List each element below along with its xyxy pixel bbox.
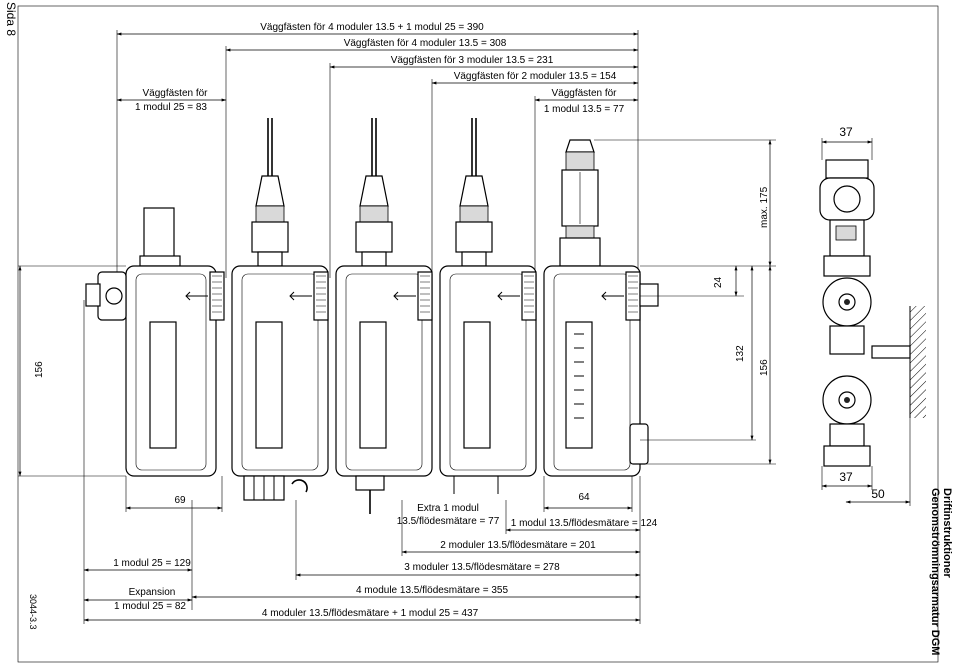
dim-201: 2 moduler 13.5/flödesmätare = 201 <box>440 540 596 551</box>
dim-50: 50 <box>871 487 885 501</box>
expansion-label: Expansion <box>128 587 176 598</box>
dim-24: 24 <box>713 276 724 288</box>
dim-77-b: 1 modul 13.5 = 77 <box>543 104 625 115</box>
dim-390: Väggfästen för 4 moduler 13.5 + 1 modul 25 = 390 <box>260 22 484 33</box>
dim-437: 4 moduler 13.5/flödesmätare + 1 modul 25 = 437 <box>261 608 479 619</box>
extra-label-b: 13.5/flödesmätare = 77 <box>396 516 500 527</box>
dim-83-a: Väggfästen för <box>142 88 208 99</box>
module-flowmeter <box>522 140 658 476</box>
dim-83-b: 1 modul 25 = 83 <box>135 102 207 113</box>
module-sensor-1 <box>210 118 328 500</box>
dim-37-top: 37 <box>839 125 853 139</box>
dim-124: 1 modul 13.5/flödesmätare = 124 <box>510 518 658 529</box>
side-view <box>820 125 926 506</box>
dim-278: 3 moduler 13.5/flödesmätare = 278 <box>404 562 560 573</box>
dim-64: 64 <box>578 492 590 503</box>
dim-max175: max. 175 <box>759 186 770 228</box>
dim-37-bottom: 37 <box>839 470 853 484</box>
doc-title-line1: Driftinstruktioner <box>941 488 953 578</box>
extra-label-a: Extra 1 modul <box>417 503 479 514</box>
module-sensor-2 <box>314 118 432 514</box>
dim-left-156: 156 <box>34 361 45 378</box>
module-expansion <box>86 208 216 476</box>
dim-69: 69 <box>174 495 186 506</box>
dim-77-a: Väggfästen för <box>551 88 617 99</box>
dim-132: 132 <box>735 345 746 362</box>
dim-156: 156 <box>759 359 770 376</box>
dim-82: 1 modul 25 = 82 <box>114 601 186 612</box>
doc-code: 3044-3.3 <box>28 594 38 630</box>
dim-355: 4 module 13.5/flödesmätare = 355 <box>355 585 509 596</box>
dim-129: 1 modul 25 = 129 <box>113 558 191 569</box>
dim-231: Väggfästen för 3 moduler 13.5 = 231 <box>390 55 554 66</box>
module-sensor-3 <box>418 118 536 494</box>
page-number: Sida 8 <box>4 2 18 37</box>
doc-title-line2: Genomströmningsarmatur DGM <box>929 488 941 656</box>
dim-154: Väggfästen för 2 moduler 13.5 = 154 <box>453 71 617 82</box>
dim-308: Väggfästen för 4 moduler 13.5 = 308 <box>343 38 507 49</box>
